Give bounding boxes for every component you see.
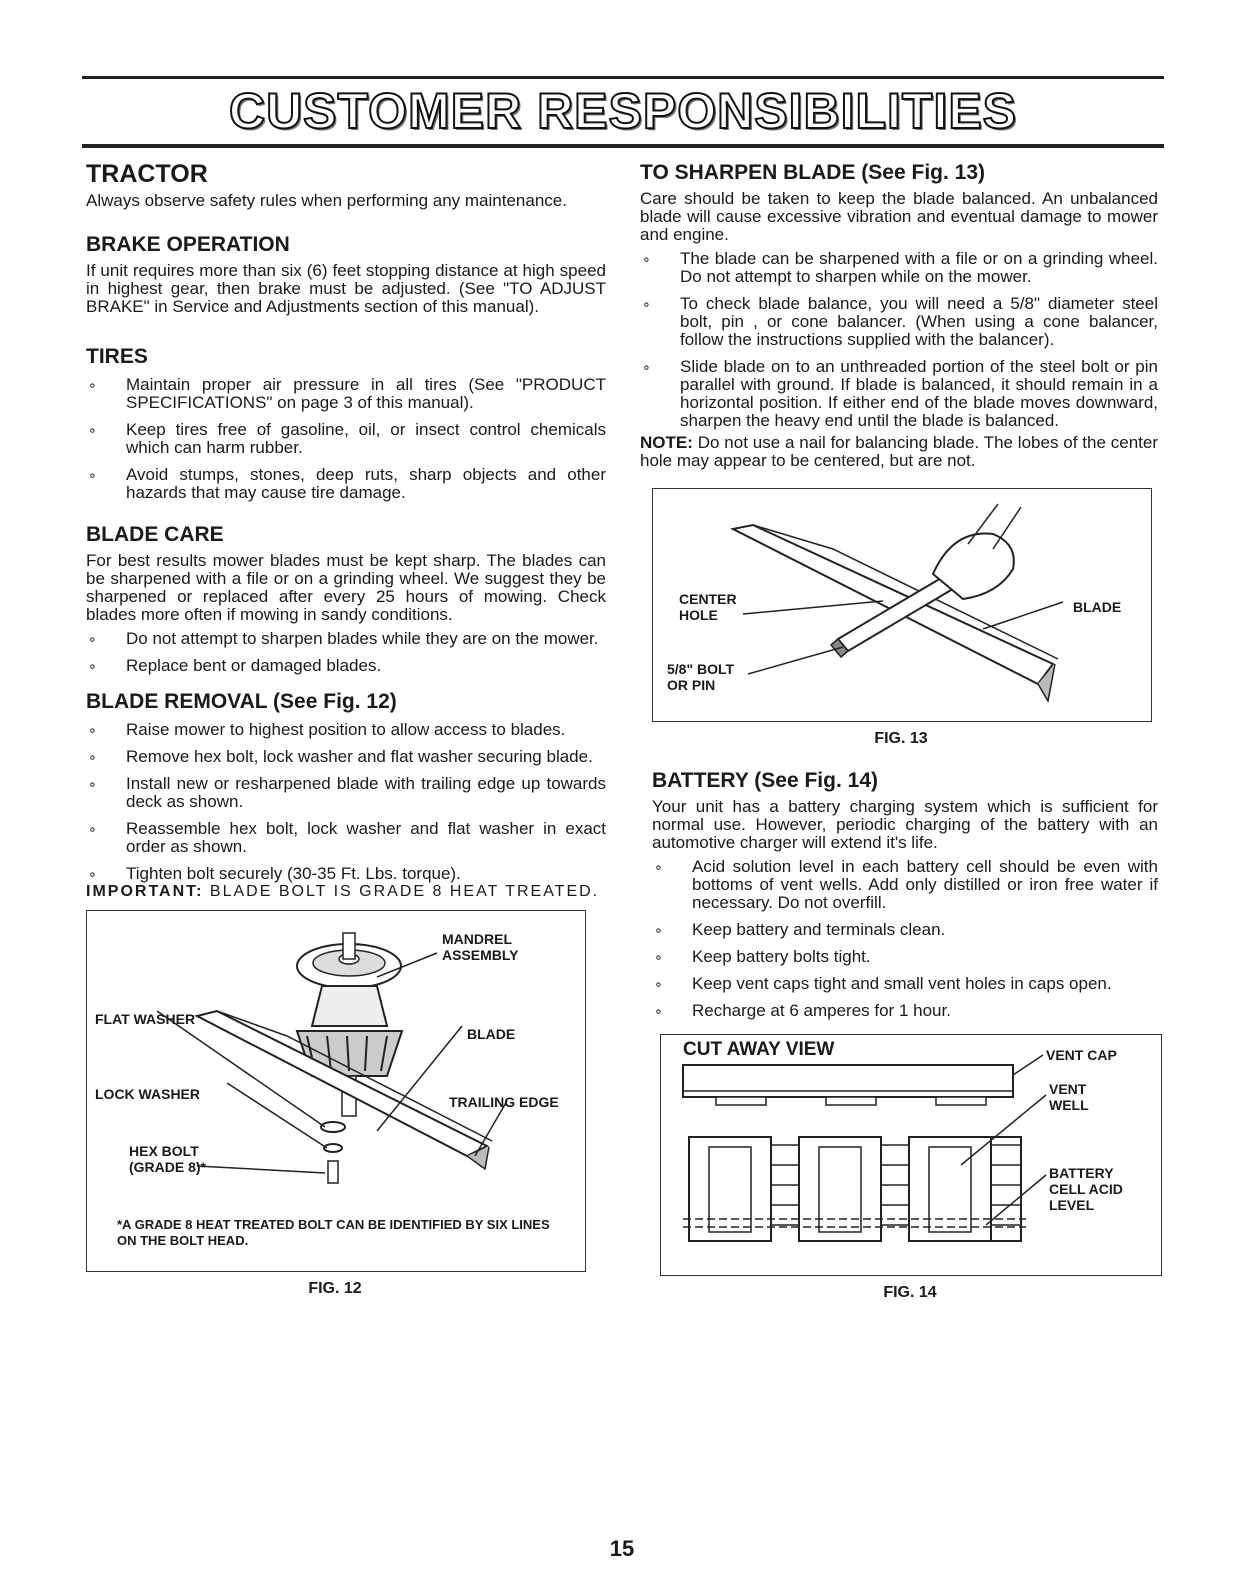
- list-item: ∘ Install new or resharpened blade with trailing edge up towards deck as shown.: [86, 775, 606, 811]
- brake-text: If unit requires more than six (6) feet stopping distance at high speed in highest gear, then brake must be adjusted. (See "TO ADJUST BRAKE" in Service and Adjustments section of this manual).: [86, 261, 606, 316]
- sharpen-text: Care should be taken to keep the blade balanced. An unbalanced blade will cause excessive vibration and eventual damage to mower and engine.: [640, 189, 1158, 244]
- note-label: NOTE:: [640, 433, 693, 452]
- fig14-label-vent-cap: VENT CAP: [1046, 1047, 1117, 1063]
- list-item: ∘ Keep battery bolts tight.: [652, 948, 1158, 966]
- fig12-label-mandrel: MANDREL ASSEMBLY: [442, 931, 519, 963]
- tires-list: [86, 376, 606, 502]
- fig13-label-blade: BLADE: [1073, 599, 1122, 615]
- page-title: CUSTOMER RESPONSIBILITIES: [228, 83, 1018, 139]
- battery-section: [652, 768, 1158, 1020]
- blade-removal-section: [86, 689, 606, 900]
- sharpen-note: [640, 434, 1158, 470]
- sharpen-section: [640, 160, 1158, 470]
- list-item: ∘ Avoid stumps, stones, deep ruts, sharp objects and other hazards that may cause tire damage.: [86, 466, 606, 502]
- fig14-illustration: [661, 1035, 1161, 1275]
- sharpen-list: [640, 250, 1158, 430]
- blade-care-text: For best results mower blades must be kept sharp. The blades can be sharpened with a file or on a grinding wheel. We suggest they be sharpened or replaced after every 25 hours of mowing. Check blades more often if mowing in sandy conditions.: [86, 551, 606, 624]
- fig14-caption: FIG. 14: [883, 1284, 937, 1301]
- important-text: BLADE BOLT IS GRADE 8 HEAT TREATED.: [209, 883, 600, 900]
- right-column: [640, 160, 1158, 1302]
- list-item: ∘ Slide blade on to an unthreaded portion of the steel bolt or pin parallel with ground. If blade is balanced, it should remain in a horizontal position. If either end of the blade moves downward, sharpen the heavy end until the blade is balanced.: [640, 358, 1158, 430]
- fig12-label-trailing-edge: TRAILING EDGE: [449, 1094, 559, 1110]
- list-item: ∘ Recharge at 6 amperes for 1 hour.: [652, 1002, 1158, 1020]
- important-note: [86, 883, 606, 900]
- list-item: ∘ Reassemble hex bolt, lock washer and flat washer in exact order as shown.: [86, 820, 606, 856]
- fig12-label-flat-washer: FLAT WASHER: [95, 1011, 196, 1027]
- list-item: ∘ Keep tires free of gasoline, oil, or insect control chemicals which can harm rubber.: [86, 421, 606, 457]
- list-item: ∘ Raise mower to highest position to allow access to blades.: [86, 721, 606, 739]
- fig13-label-center-hole: CENTER HOLE: [679, 591, 737, 623]
- fig12-label-lock-washer: LOCK WASHER: [95, 1086, 200, 1102]
- blade-removal-heading: BLADE REMOVAL (See Fig. 12): [86, 690, 397, 713]
- list-item: ∘ The blade can be sharpened with a file or on a grinding wheel. Do not attempt to sharpen while on the mower.: [640, 250, 1158, 286]
- blade-care-heading: BLADE CARE: [86, 523, 224, 546]
- battery-text: Your unit has a battery charging system which is sufficient for normal use. However, periodic charging of the battery with an automotive charger will extend it's life.: [652, 797, 1158, 852]
- fig12-footnote: *A GRADE 8 HEAT TREATED BOLT CAN BE IDENTIFIED BY SIX LINES ON THE BOLT HEAD.: [117, 1217, 550, 1248]
- fig13-caption: FIG. 13: [874, 730, 928, 747]
- tractor-text: Always observe safety rules when performing any maintenance.: [86, 191, 567, 210]
- battery-list: [652, 858, 1158, 1020]
- fig14-box: [660, 1034, 1162, 1276]
- page-number: 15: [609, 1536, 635, 1561]
- list-item: ∘ Keep battery and terminals clean.: [652, 921, 1158, 939]
- tractor-section: [86, 160, 606, 210]
- list-item: ∘ Tighten bolt securely (30-35 Ft. Lbs. torque).: [86, 865, 606, 883]
- blade-removal-list: [86, 721, 606, 883]
- tires-section: [86, 344, 606, 502]
- brake-section: [86, 232, 606, 316]
- left-column: [86, 160, 606, 1298]
- list-item: ∘ To check blade balance, you will need a 5/8" diameter steel bolt, pin , or cone balancer. (When using a cone balancer, follow the instructions supplied with the balancer).: [640, 295, 1158, 349]
- list-item: ∘ Do not attempt to sharpen blades while they are on the mower.: [86, 630, 606, 648]
- list-item: ∘ Replace bent or damaged blades.: [86, 657, 606, 675]
- fig13-box: [652, 488, 1152, 722]
- fig12-label-blade: BLADE: [467, 1026, 516, 1042]
- tires-heading: TIRES: [86, 345, 148, 368]
- title-underline: [82, 144, 1164, 148]
- fig12-label-hex-bolt: HEX BOLT (GRADE 8)*: [129, 1143, 207, 1175]
- list-item: ∘ Remove hex bolt, lock washer and flat washer securing blade.: [86, 748, 606, 766]
- sharpen-heading: TO SHARPEN BLADE (See Fig. 13): [640, 161, 986, 184]
- fig12-box: [86, 910, 586, 1272]
- note-text: Do not use a nail for balancing blade. The lobes of the center hole may appear to be centered, but are not.: [640, 433, 1158, 470]
- list-item: ∘ Acid solution level in each battery cell should be even with bottoms of vent wells. Add only distilled or iron free water if necessary. Do not overfill.: [652, 858, 1158, 912]
- important-label: IMPORTANT:: [86, 883, 204, 900]
- fig14-label-acid-level: BATTERY CELL ACID LEVEL: [1049, 1165, 1123, 1213]
- brake-heading: BRAKE OPERATION: [86, 233, 290, 256]
- list-item: ∘ Maintain proper air pressure in all tires (See "PRODUCT SPECIFICATIONS" on page 3 of this manual).: [86, 376, 606, 412]
- list-item: ∘ Keep vent caps tight and small vent holes in caps open.: [652, 975, 1158, 993]
- fig13-label-bolt: 5/8" BOLT OR PIN: [667, 661, 735, 693]
- fig14-label-vent-well: VENT WELL: [1049, 1081, 1089, 1113]
- top-rule: [82, 76, 1164, 79]
- blade-care-list: [86, 630, 606, 675]
- fig14-title: CUT AWAY VIEW: [683, 1039, 835, 1060]
- blade-care-section: [86, 522, 606, 675]
- battery-heading: BATTERY (See Fig. 14): [652, 769, 878, 792]
- tractor-heading: TRACTOR: [86, 160, 208, 188]
- fig12-caption: FIG. 12: [308, 1280, 362, 1297]
